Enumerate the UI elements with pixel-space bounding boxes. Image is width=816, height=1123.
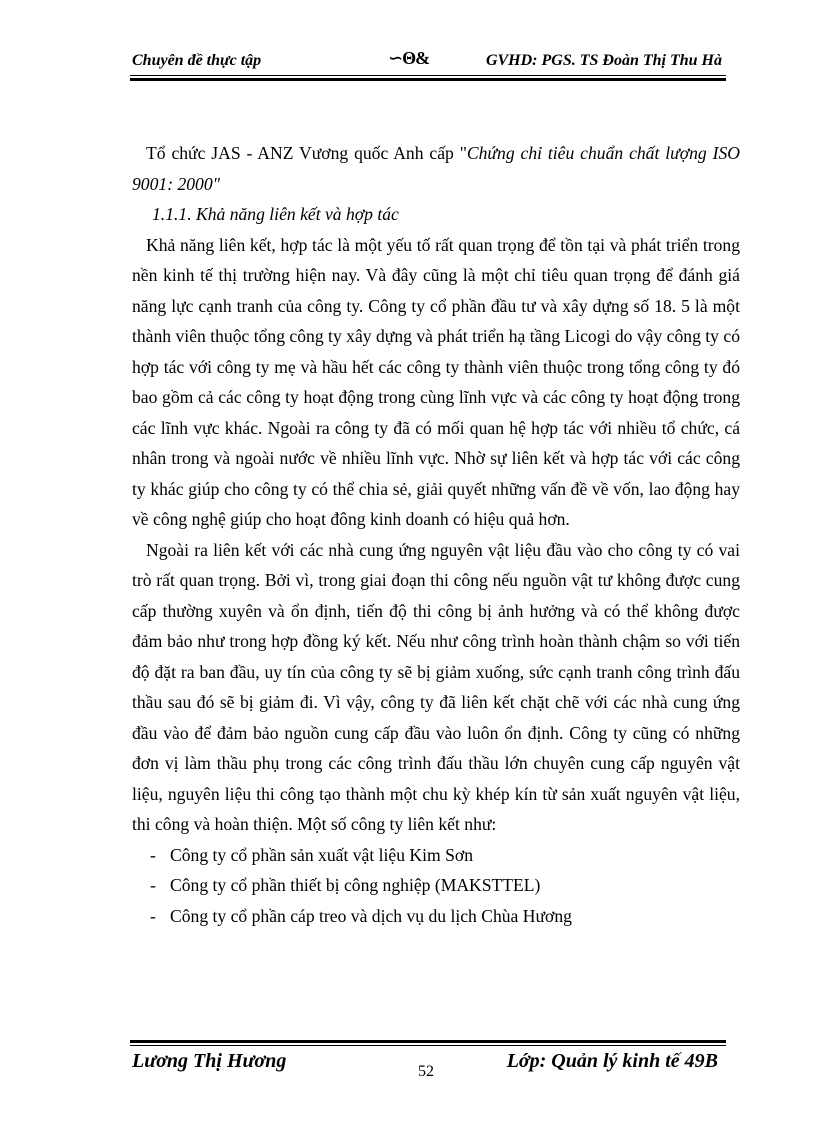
header-rule-thick bbox=[130, 78, 726, 81]
header-ornament: ∽Θ& bbox=[388, 48, 430, 68]
list-item-text: Công ty cổ phần sản xuất vật liệu Kim Sơn bbox=[170, 844, 473, 865]
paragraph-certificate bbox=[132, 138, 740, 199]
list-item-text: Công ty cổ phần cáp treo và dịch vụ du lịch Chùa Hương bbox=[170, 905, 572, 926]
header-right-text: GVHD: PGS. TS Đoàn Thị Thu Hà bbox=[485, 52, 722, 69]
header-rule-thin bbox=[130, 75, 726, 76]
footer-rule-thick bbox=[130, 1040, 726, 1043]
footer-author: Lương Thị Hương bbox=[132, 1050, 287, 1072]
partner-list bbox=[132, 840, 740, 932]
list-item bbox=[132, 870, 740, 901]
page-header bbox=[130, 48, 726, 78]
section-heading: 1.1.1. Khả năng liên kết và hợp tác bbox=[152, 204, 399, 224]
page-number: 52 bbox=[418, 1063, 434, 1080]
list-item bbox=[132, 901, 740, 932]
list-dash: - bbox=[150, 875, 156, 895]
header-left-text: Chuyên đề thực tập bbox=[132, 52, 262, 69]
certificate-text: Tổ chức JAS - ANZ Vương quốc Anh cấp " bbox=[146, 143, 467, 163]
certificate-italic: Chứng chỉ tiêu chuẩn chất lượng ISO 9001: 2000" bbox=[132, 143, 740, 194]
footer-rule-thin bbox=[130, 1045, 726, 1046]
list-item-text: Công ty cổ phần thiết bị công nghiệp (MAKSTTEL) bbox=[170, 875, 541, 895]
footer-class: Lớp: Quản lý kinh tế 49B bbox=[506, 1050, 718, 1072]
paragraph-cooperation: Khả năng liên kết, hợp tác là một yếu tố rất quan trọng để tồn tại và phát triển trong nền kinh tế thị trường hiện nay. Và đây cũng là một chỉ tiêu quan trọng để đánh giá năng lực cạnh tranh của công ty. Công ty cổ phần đầu tư và xây dựng số 18. 5 là một thành viên thuộc tổng công ty xây dựng và phát triển hạ tầng Licogi do vậy công ty có hợp tác với công ty mẹ và hầu hết các công ty thành viên thuộc trong tổng công ty đó bao gồm cả các công ty hoạt động trong cùng lĩnh vực và các công ty hoạt động trong các lĩnh vực khác. Ngoài ra công ty đã có mối quan hệ hợp tác với nhiều tổ chức, cá nhân trong và ngoài nước về nhiều lĩnh vực. Nhờ sự liên kết và hợp tác với các công ty khác giúp cho công ty có thể chia sẻ, giải quyết những vấn đề về vốn, lao động hay về công nghệ giúp cho hoạt đông kinh doanh có hiệu quả hơn. bbox=[132, 234, 740, 529]
list-item bbox=[132, 840, 740, 871]
paragraph-suppliers: Ngoài ra liên kết với các nhà cung ứng nguyên vật liệu đầu vào cho công ty có vai trò rất quan trọng. Bởi vì, trong giai đoạn thi công nếu nguồn vật tư không được cung cấp thường xuyên và ổn định, tiến độ thi công bị ảnh hưởng và có thể không được đảm bảo như trong hợp đồng ký kết. Nếu như công trình hoàn thành chậm so với tiến độ đặt ra ban đầu, uy tín của công ty sẽ bị giảm xuống, sức cạnh tranh công trình đấu thầu sau đó sẽ bị giảm đi. Vì vậy, công ty đã liên kết chặt chẽ với các nhà cung ứng đầu vào để đảm bảo nguồn cung cấp đầu vào luôn ổn định. Công ty cũng có những đơn vị làm thầu phụ trong các công trình đấu thầu lớn chuyên cung cấp nguyên vật liệu, nguyên liệu thi công tạo thành một chu kỳ khép kín từ sản xuất nguyên vật liệu, thi công và hoàn thiện. Một số công ty liên kết như: bbox=[132, 539, 740, 834]
list-dash: - bbox=[150, 844, 156, 865]
page-body bbox=[132, 138, 740, 931]
list-dash: - bbox=[150, 905, 156, 926]
